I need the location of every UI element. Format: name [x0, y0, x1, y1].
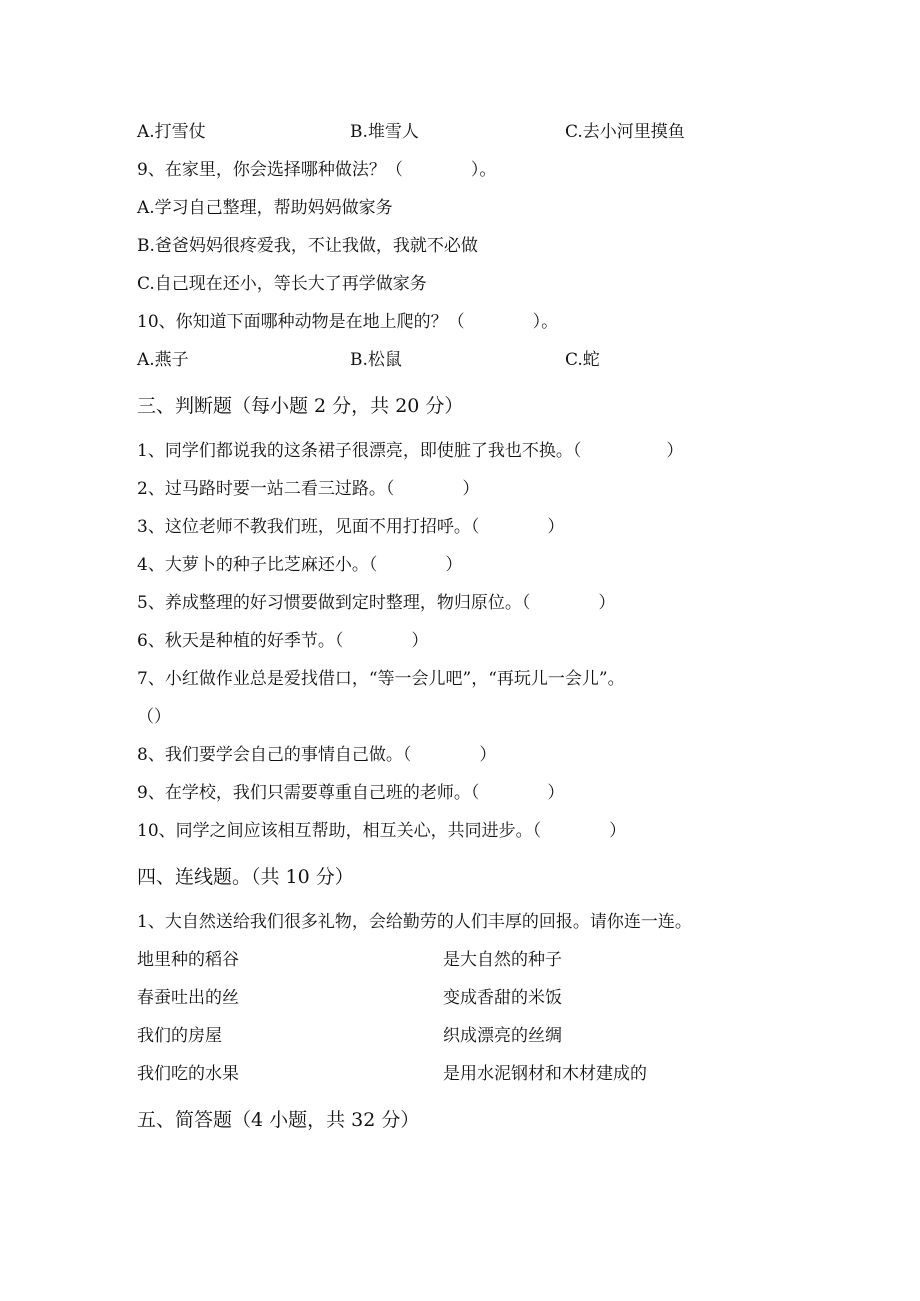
match-left-item: 春蚕吐出的丝: [137, 988, 239, 1008]
judge-item: 10、同学之间应该相互帮助，相互关心，共同进步。（ ）: [137, 821, 627, 841]
section5-title: 五、简答题（4 小题，共 32 分）: [137, 1109, 420, 1131]
match-left-item: 地里种的稻谷: [137, 950, 239, 970]
q10-question: 10、你知道下面哪种动物是在地上爬的？（ ）。: [137, 312, 559, 332]
q9-option-a: A.学习自己整理，帮助妈妈做家务: [137, 198, 393, 218]
judge-item: 4、大萝卜的种子比芝麻还小。（ ）: [137, 555, 463, 575]
match-right-item: 是大自然的种子: [443, 950, 562, 970]
q10-option-a: A.燕子: [137, 350, 189, 370]
q8-option-c: C.去小河里摸鱼: [565, 122, 685, 142]
judge-item: 6、秋天是种植的好季节。（ ）: [137, 631, 429, 651]
match-left-item: 我们的房屋: [137, 1026, 222, 1046]
section3-title: 三、判断题（每小题 2 分，共 20 分）: [137, 395, 464, 417]
match-right-item: 变成香甜的米饭: [443, 988, 562, 1008]
match-right-item: 织成漂亮的丝绸: [443, 1026, 562, 1046]
judge-item: 9、在学校，我们只需要尊重自己班的老师。（ ）: [137, 783, 565, 803]
q10-option-b: B.松鼠: [350, 350, 402, 370]
match-left-item: 我们吃的水果: [137, 1064, 239, 1084]
section4-title: 四、连线题。（共 10 分）: [137, 866, 354, 888]
match-right-item: 是用水泥钢材和木材建成的: [443, 1064, 647, 1084]
judge-item: 1、同学们都说我的这条裙子很漂亮，即使脏了我也不换。（ ）: [137, 441, 684, 461]
q8-option-b: B.堆雪人: [350, 122, 419, 142]
judge-item: 2、过马路时要一站二看三过路。（ ）: [137, 479, 480, 499]
judge-item: 3、这位老师不教我们班，见面不用打招呼。（ ）: [137, 517, 565, 537]
q10-option-c: C.蛇: [565, 350, 600, 370]
q9-option-b: B.爸爸妈妈很疼爱我，不让我做，我就不必做: [137, 236, 478, 256]
judge-item-blank: （）: [137, 707, 171, 727]
section4-prompt: 1、大自然送给我们很多礼物，会给勤劳的人们丰厚的回报。请你连一连。: [137, 912, 692, 932]
judge-item: 5、养成整理的好习惯要做到定时整理，物归原位。（ ）: [137, 593, 616, 613]
judge-item: 7、小红做作业总是爱找借口，“等一会儿吧”，“再玩儿一会儿”。: [137, 669, 625, 689]
q9-option-c: C.自己现在还小，等长大了再学做家务: [137, 274, 427, 294]
q8-option-a: A.打雪仗: [137, 122, 206, 142]
judge-item: 8、我们要学会自己的事情自己做。（ ）: [137, 745, 497, 765]
q9-question: 9、在家里，你会选择哪种做法？（ ）。: [137, 160, 497, 180]
